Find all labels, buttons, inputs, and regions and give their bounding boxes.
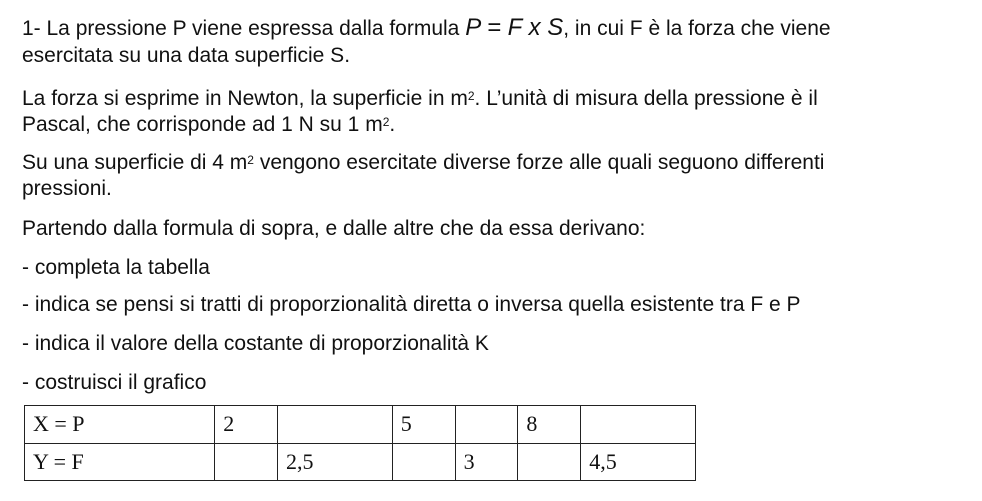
task-item: - indica il valore della costante di proporzionalità K — [22, 332, 489, 355]
square-exponent: 2 — [382, 115, 390, 129]
square-exponent: 2 — [467, 89, 475, 103]
table-cell: 2 — [215, 406, 278, 444]
surface-text-end: vengono esercitate diverse forze alle quali seguono differenti — [253, 151, 825, 174]
intro-text: 1- La pressione P viene espressa dalla formula — [22, 17, 466, 40]
task-item: - completa la tabella — [22, 256, 210, 279]
units-line-1 — [22, 86, 818, 112]
table-cell: 4,5 — [581, 443, 696, 481]
units-text: La forza si esprime in Newton, la superficie in m — [22, 87, 468, 110]
table-cell — [455, 406, 518, 444]
square-exponent: 2 — [247, 153, 254, 167]
task-item: - indica se pensi si tratti di proporzionalità diretta o inversa quella esistente tra F e P — [22, 293, 801, 316]
intro-text-end: , in cui F è la forza che viene — [563, 17, 831, 40]
pascal-text: Pascal, che corrisponde ad 1 N su 1 m — [22, 113, 383, 136]
table-cell — [518, 443, 581, 481]
task-item: - costruisci il grafico — [22, 371, 207, 394]
table-cell: 2,5 — [278, 443, 393, 481]
table-cell — [215, 443, 278, 481]
table-cell — [581, 406, 696, 444]
proportionality-table — [24, 405, 696, 481]
table-cell: 8 — [518, 406, 581, 444]
table-cell: 5 — [392, 406, 455, 444]
table-row-y — [25, 443, 696, 481]
row-label-x: X = P — [25, 406, 215, 444]
intro-line-1 — [22, 15, 831, 42]
units-line-2 — [22, 112, 395, 138]
table-cell — [278, 406, 393, 444]
table-cell — [392, 443, 455, 481]
instructions-intro: Partendo dalla formula di sopra, e dalle altre che da essa derivano: — [22, 217, 646, 240]
pressure-formula: P = F x S — [465, 14, 564, 41]
surface-text: Su una superficie di 4 m — [22, 151, 248, 174]
intro-line-2: esercitata su una data superficie S. — [22, 44, 351, 67]
units-text-end: . L’unità di misura della pressione è il — [474, 87, 818, 110]
pascal-text-end: . — [389, 113, 396, 136]
table-row-x — [25, 406, 696, 444]
surface-line-1 — [22, 150, 824, 176]
table-cell: 3 — [455, 443, 518, 481]
surface-line-2: pressioni. — [22, 177, 112, 200]
row-label-y: Y = F — [25, 443, 215, 481]
